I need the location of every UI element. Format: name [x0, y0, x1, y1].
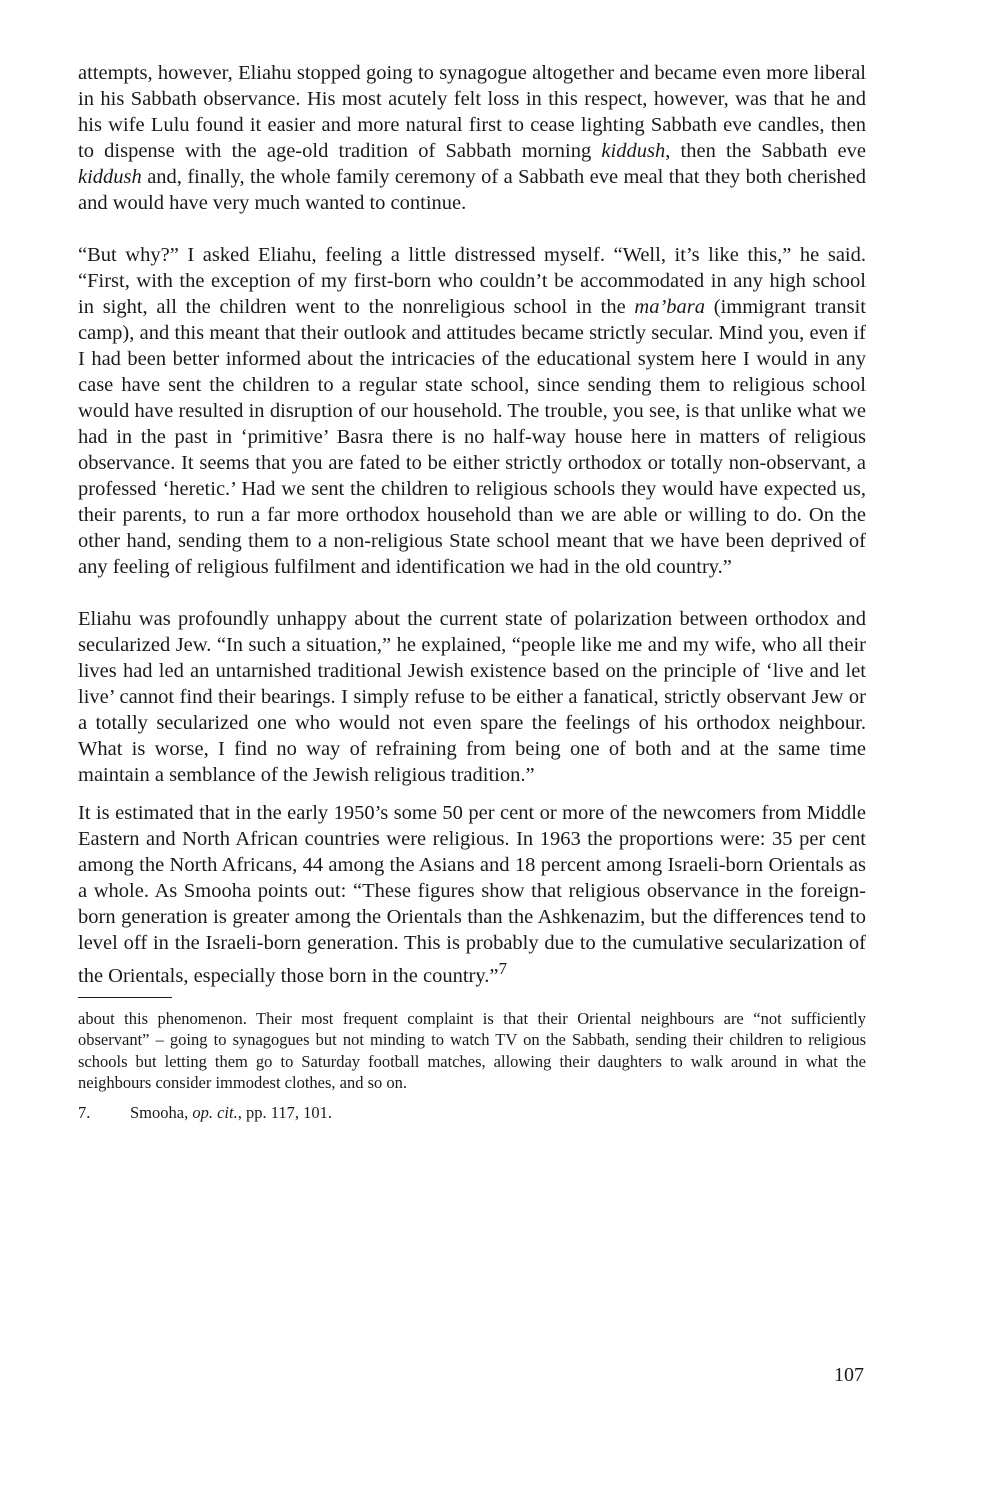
footnote-divider [78, 997, 172, 998]
footnote-7-text: Smooha, op. cit., pp. 117, 101. [130, 1102, 332, 1122]
paragraph-3: Eliahu was profoundly unhappy about the current state of polarization between orthodox and secularized Jew. “In such a situation,” he explained, “people like me and my wife, who all their lives had led an untarnished traditional Jewish existence based on the principle of ‘live and let live’ cannot find their bearings. I simply refuse to be either a fanatical, strictly observant Jew or a totally secularized one who would not even spare the feelings of his orthodox neighbour. What is worse, I find no way of refraining from being one of both and at the same time maintain a semblance of the Jewish religious tradition.” [78, 608, 866, 786]
paragraph-2: “But why?” I asked Eliahu, feeling a little distressed myself. “Well, it’s like this,” he said. “First, with the exception of my first-born who couldn’t be accommodated in any high school in sight, all the children went to the nonreligious school in the ma’bara (immigrant transit camp), and this meant that their outlook and attitudes became strictly secular. Mind you, even if I had been better informed about the intricacies of the educational system here I would in any case have sent the children to a regular state school, since sending them to religious school would have resulted in disruption of our household. The trouble, you see, is that unlike what we had in the past in ‘primitive’ Basra there is no half-way house here in matters of religious observance. It seems that you are fated to be either strictly orthodox or totally non-observant, a professed ‘heretic.’ Had we sent the children to religious schools they would have expected us, their parents, to run a far more orthodox household than we are able or willing to do. On the other hand, sending them to a non-religious State school meant that we have been deprived of any feeling of religious fulfilment and identification we had in the old country.” [78, 244, 866, 578]
body-text [78, 60, 866, 1123]
footnote-7 [78, 1102, 866, 1124]
footnote-7-number: 7. [78, 1102, 91, 1122]
footnote-continuation: about this phenomenon. Their most frequent complaint is that their Oriental neighbours are “not sufficiently observant” – going to synagogues but not minding to watch TV on the Sabbath, sending their children to religious schools but letting them go to Saturday football matches, allowing their daughters to walk around in what the neighbours consider immodest clothes, and so on. [78, 1008, 866, 1093]
page-number: 107 [834, 1364, 864, 1386]
paragraph-4: It is estimated that in the early 1950’s some 50 per cent or more of the newcomers from Middle Eastern and North African countries were religious. In 1963 the proportions were: 35 per cent among the North Africans, 44 among the Asians and 18 percent among Israeli-born Orientals as a whole. As Smooha points out: “These figures show that religious observance in the foreign-born generation is greater among the Orientals than the Ashkenazim, but the differences tend to level off in the Israeli-born generation. This is probably due to the cumulative secularization of the Orientals, especially those born in the country.”$^7$ [78, 802, 866, 987]
paragraph-1: attempts, however, Eliahu stopped going to synagogue altogether and became even more liberal in his Sabbath observance. His most acutely felt loss in this respect, however, was that he and his wife Lulu found it easier and more natural first to cease lighting Sabbath eve candles, then to dispense with the age-old tradition of Sabbath morning kiddush, then the Sabbath eve kiddush and, finally, the whole family ceremony of a Sabbath eve meal that they both cherished and would have very much wanted to continue. [78, 62, 866, 214]
